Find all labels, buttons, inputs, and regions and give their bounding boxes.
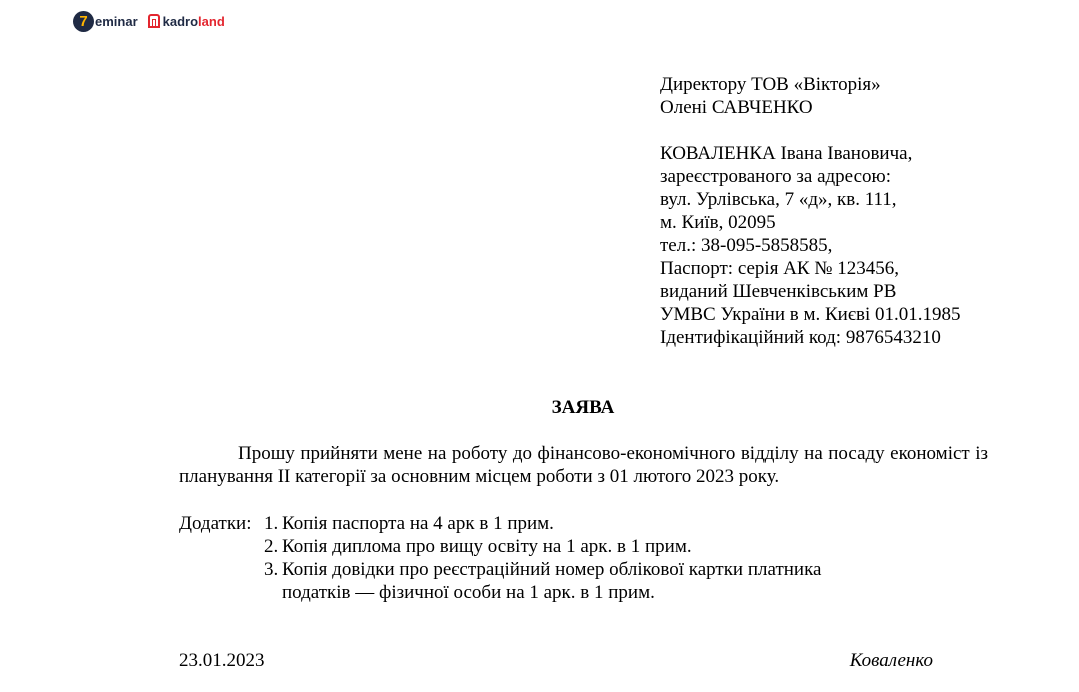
applicant-tax-id: Ідентифікаційний код: 9876543210 [660, 327, 941, 348]
applicant-name: КОВАЛЕНКА Івана Івановича, [660, 143, 913, 164]
document-date: 23.01.2023 [179, 650, 265, 671]
applicant-registered: зареєстрованого за адресою: [660, 166, 891, 187]
document-title: ЗАЯВА [551, 397, 615, 418]
applicant-phone: тел.: 38-095-5858585, [660, 235, 833, 256]
addressee-block [660, 73, 961, 349]
applicant-city: м. Київ, 02095 [660, 212, 776, 233]
kadroland-door-icon [148, 14, 160, 28]
applicant-passport-issued: виданий Шевченківським РВ [660, 281, 897, 302]
attachments-list [179, 512, 939, 604]
attachments-label: Додатки: [179, 513, 252, 534]
seminar-wordmark: eminar [95, 13, 138, 29]
header-logos [73, 10, 225, 32]
attachment-item [179, 512, 939, 535]
kadroland-wordmark-part2: land [198, 13, 225, 29]
applicant-street: вул. Урлівська, 7 «д», кв. 111, [660, 189, 897, 210]
attachment-text: Копія паспорта на 4 арк в 1 прим. [282, 513, 554, 534]
signature: Коваленко [849, 650, 933, 671]
attachments-label-spacer [179, 535, 264, 558]
applicant-passport: Паспорт: серія АК № 123456, [660, 258, 899, 279]
attachment-number: 2. [264, 536, 279, 557]
kadroland-wordmark-part1: kadro [162, 13, 199, 29]
attachment-item [179, 535, 939, 558]
attachments-label-spacer [179, 558, 264, 581]
application-body: Прошу прийняти мене на роботу до фінансово-економічного відділу на посаду економіст із планування ІІ категорії за основним місцем роботи з 01 лютого 2023 року. [179, 443, 988, 487]
attachment-text: Копія диплома про вищу освіту на 1 арк. в 1 прим. [282, 536, 692, 557]
attachment-text-continuation: податків — фізичної особи на 1 арк. в 1 прим. [282, 582, 655, 603]
spacer [660, 119, 961, 142]
addressee-name: Олені САВЧЕНКО [660, 97, 813, 118]
applicant-passport-authority: УМВС України в м. Києві 01.01.1985 [660, 304, 961, 325]
attachment-number: 3. [264, 559, 279, 580]
seminar-badge: 7 [73, 11, 94, 32]
seminar-logo [73, 11, 138, 32]
attachment-number: 1. [264, 513, 279, 534]
kadroland-wordmark [163, 14, 225, 29]
kadroland-logo [148, 14, 225, 29]
attachment-text: Копія довідки про реєстраційний номер облікової картки платника [282, 559, 822, 580]
attachment-item [179, 558, 939, 581]
addressee-position: Директору ТОВ «Вікторія» [660, 74, 881, 95]
